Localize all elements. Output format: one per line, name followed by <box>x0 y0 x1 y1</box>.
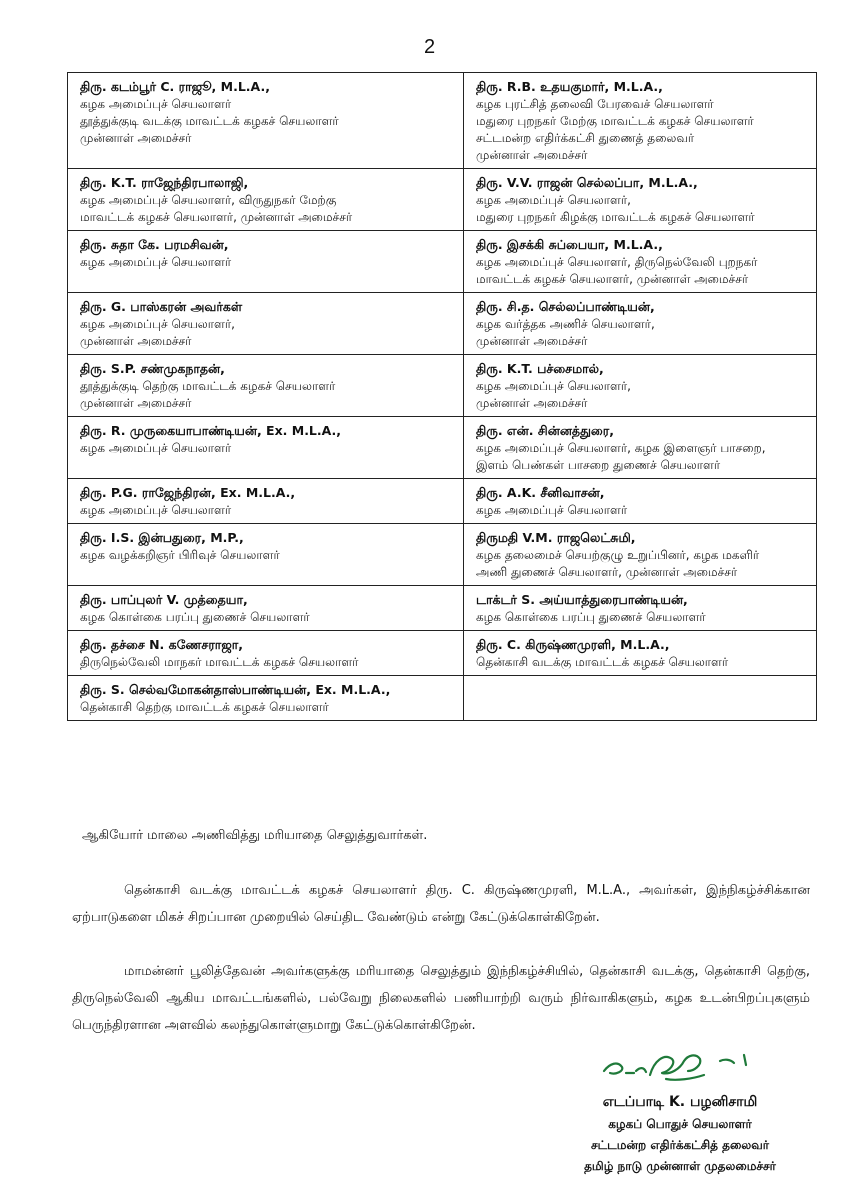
member-cell <box>68 169 464 231</box>
member-designation: கழக அமைப்புச் செயலாளர் <box>80 503 232 517</box>
member-cell <box>68 73 464 169</box>
member-cell <box>464 73 817 169</box>
member-row <box>68 479 817 524</box>
members-table <box>67 72 817 721</box>
member-cell <box>68 355 464 417</box>
member-designation: கழக அமைப்புச் செயலாளர், <box>476 193 631 207</box>
member-designation: கழக தலைமைச் செயற்குழு உறுப்பினர், கழக மகளிர் <box>476 548 760 562</box>
member-name: திரு. கடம்பூர் C. ராஜூ, M.L.A., <box>80 79 270 94</box>
members-table-body <box>68 73 817 721</box>
member-row <box>68 169 817 231</box>
member-designation: கழக அமைப்புச் செயலாளர் <box>80 255 232 269</box>
member-name: திரு. K.T. பச்சைமால், <box>476 361 604 376</box>
member-designation: கழக வழக்கறிஞர் பிரிவுச் செயலாளர் <box>80 548 280 562</box>
member-row <box>68 355 817 417</box>
member-designation: மதுரை புறநகர் மேற்கு மாவட்டக் கழகச் செயலாளர் <box>476 114 754 128</box>
member-cell <box>464 169 817 231</box>
member-designation: கழக அமைப்புச் செயலாளர், கழக இளைஞர் பாசறை, <box>476 441 766 455</box>
member-designation: கழக வர்த்தக அணிச் செயலாளர், <box>476 317 655 331</box>
member-row <box>68 73 817 169</box>
invitation-paragraph: மாமன்னர் பூலித்தேவன் அவர்களுக்கு மரியாதை செலுத்தும் இந்நிகழ்ச்சியில், தென்காசி வடக்கு, தென்காசி தெற்கு, திருநெல்வேலி ஆகிய மாவட்டங்களில், பல்வேறு நிலைகளில் பணியாற்றி வரும் நிர்வாகிகளும், கழக உடன்பிறப்புகளும் பெருந்திரளான அளவில் கலந்துகொள்ளுமாறு கேட்டுக்கொள்கிறேன். <box>72 964 810 1033</box>
member-cell <box>464 231 817 293</box>
member-name: திரு. பாப்புலர் V. முத்தையா, <box>80 592 248 607</box>
member-designation: தூத்துக்குடி தெற்கு மாவட்டக் கழகச் செயலாளர் <box>80 379 336 393</box>
member-cell <box>464 479 817 524</box>
signatory-title-2: சட்டமன்ற எதிர்க்கட்சித் தலைவர் <box>590 1138 770 1152</box>
member-name: திரு. C. கிருஷ்ணமுரளி, M.L.A., <box>476 637 670 652</box>
member-row <box>68 586 817 631</box>
member-row <box>68 293 817 355</box>
closing-line: ஆகியோர் மாலை அணிவித்து மரியாதை செலுத்துவார்கள். <box>82 828 428 843</box>
member-name: திரு. சுதா கே. பரமசிவன், <box>80 237 229 252</box>
member-name: திரு. சி.த. செல்லப்பாண்டியன், <box>476 299 655 314</box>
page-number: 2 <box>423 36 436 58</box>
member-designation: கழக அமைப்புச் செயலாளர் <box>80 97 232 111</box>
member-designation: கழக அமைப்புச் செயலாளர் <box>476 503 628 517</box>
member-name: திரு. A.K. சீனிவாசன், <box>476 485 605 500</box>
member-name: திரு. R.B. உதயகுமார், M.L.A., <box>476 79 663 94</box>
member-row <box>68 524 817 586</box>
member-name: திரு. R. முருகையாபாண்டியன், Ex. M.L.A., <box>80 423 342 438</box>
member-designation: அணி துணைச் செயலாளர், முன்னாள் அமைச்சர் <box>476 565 738 579</box>
member-designation: கழக அமைப்புச் செயலாளர், <box>476 379 631 393</box>
member-cell <box>464 417 817 479</box>
signatory-name: எடப்பாடி K. பழனிசாமி <box>602 1094 758 1110</box>
member-designation: மாவட்டக் கழகச் செயலாளர், முன்னாள் அமைச்சர் <box>476 272 749 286</box>
member-name: டாக்டர் S. அய்யாத்துரைபாண்டியன், <box>476 592 688 607</box>
member-designation: கழக கொள்கை பரப்பு துணைச் செயலாளர் <box>80 610 310 624</box>
member-name: திரு. என். சின்னத்துரை, <box>476 423 614 438</box>
member-cell <box>464 631 817 676</box>
member-cell <box>464 293 817 355</box>
member-cell <box>68 631 464 676</box>
member-designation: முன்னாள் அமைச்சர் <box>80 334 192 348</box>
member-designation: இளம் பெண்கள் பாசறை துணைச் செயலாளர் <box>476 458 721 472</box>
member-designation: தென்காசி வடக்கு மாவட்டக் கழகச் செயலாளர் <box>476 655 729 669</box>
member-cell <box>68 586 464 631</box>
signatory-title-1: கழகப் பொதுச் செயலாளர் <box>608 1117 752 1131</box>
member-cell <box>464 586 817 631</box>
member-cell <box>68 524 464 586</box>
member-row <box>68 676 817 721</box>
member-designation: தூத்துக்குடி வடக்கு மாவட்டக் கழகச் செயலாளர் <box>80 114 339 128</box>
member-designation: கழக அமைப்புச் செயலாளர், விருதுநகர் மேற்கு <box>80 193 337 207</box>
member-name: திரு. தச்சை N. கணேசராஜா, <box>80 637 244 652</box>
signatory-block <box>540 1090 820 1177</box>
member-designation: முன்னாள் அமைச்சர் <box>476 334 588 348</box>
member-name: திரு. இசக்கி சுப்பையா, M.L.A., <box>476 237 663 252</box>
member-cell <box>68 417 464 479</box>
member-designation: மதுரை புறநகர் கிழக்கு மாவட்டக் கழகச் செயலாளர் <box>476 210 755 224</box>
member-designation: தென்காசி தெற்கு மாவட்டக் கழகச் செயலாளர் <box>80 700 329 714</box>
member-designation: மாவட்டக் கழகச் செயலாளர், முன்னாள் அமைச்சர் <box>80 210 353 224</box>
empty-cell <box>464 676 817 721</box>
member-cell <box>464 355 817 417</box>
member-name: திரு. P.G. ராஜேந்திரன், Ex. M.L.A., <box>80 485 296 500</box>
member-name: திரு. S.P. சண்முகநாதன், <box>80 361 225 376</box>
member-designation: கழக அமைப்புச் செயலாளர், திருநெல்வேலி புறநகர் <box>476 255 758 269</box>
member-row <box>68 231 817 293</box>
signatory-title-3: தமிழ் நாடு முன்னாள் முதலமைச்சர் <box>584 1159 776 1173</box>
arrangement-paragraph: தென்காசி வடக்கு மாவட்டக் கழகச் செயலாளர் திரு. C. கிருஷ்ணமுரளி, M.L.A., அவர்கள், இந்நிகழ்ச்சிக்கான ஏற்பாடுகளை மிகச் சிறப்பான முறையில் செய்திட வேண்டும் என்று கேட்டுக்கொள்கிறேன். <box>72 883 810 925</box>
member-designation: கழக கொள்கை பரப்பு துணைச் செயலாளர் <box>476 610 706 624</box>
member-designation: கழக அமைப்புச் செயலாளர் <box>80 441 232 455</box>
member-designation: திருநெல்வேலி மாநகர் மாவட்டக் கழகச் செயலாளர் <box>80 655 359 669</box>
member-designation: கழக புரட்சித் தலைவி பேரவைச் செயலாளர் <box>476 97 714 111</box>
member-designation: முன்னாள் அமைச்சர் <box>80 396 192 410</box>
member-name: திருமதி V.M. ராஜலெட்சுமி, <box>476 530 636 545</box>
member-name: திரு. K.T. ராஜேந்திரபாலாஜி, <box>80 175 249 190</box>
member-cell <box>68 479 464 524</box>
member-cell <box>464 524 817 586</box>
member-name: திரு. V.V. ராஜன் செல்லப்பா, M.L.A., <box>476 175 698 190</box>
member-cell <box>68 676 464 721</box>
member-row <box>68 417 817 479</box>
member-name: திரு. I.S. இன்பதுரை, M.P., <box>80 530 244 545</box>
member-name: திரு. G. பாஸ்கரன் அவர்கள் <box>80 299 243 314</box>
member-cell <box>68 293 464 355</box>
member-cell <box>68 231 464 293</box>
member-designation: சட்டமன்ற எதிர்க்கட்சி துணைத் தலைவர் <box>476 131 695 145</box>
member-designation: முன்னாள் அமைச்சர் <box>476 148 588 162</box>
member-designation: முன்னாள் அமைச்சர் <box>476 396 588 410</box>
handwritten-signature <box>596 1045 766 1090</box>
member-row <box>68 631 817 676</box>
member-designation: முன்னாள் அமைச்சர் <box>80 131 192 145</box>
member-designation: கழக அமைப்புச் செயலாளர், <box>80 317 235 331</box>
member-name: திரு. S. செல்வமோகன்தாஸ்பாண்டியன், Ex. M.L.A., <box>80 682 391 697</box>
